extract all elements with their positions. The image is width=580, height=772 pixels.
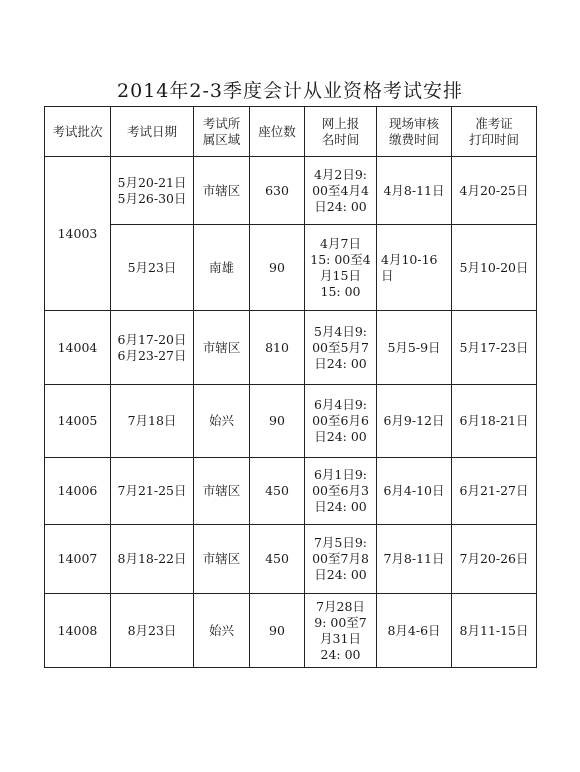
seats-cell: 450 [250, 525, 305, 594]
registration-time-cell: 5月4日9: 00至5月7 日24: 00 [305, 311, 377, 385]
registration-time-cell: 4月2日9: 00至4月4 日24: 00 [305, 157, 377, 225]
seats-cell: 810 [250, 311, 305, 385]
header-seats: 座位数 [250, 107, 305, 157]
seats-cell: 450 [250, 458, 305, 525]
batch-cell: 14004 [45, 311, 111, 385]
ticket-print-time-cell: 5月10-20日 [452, 225, 537, 311]
header-batch: 考试批次 [45, 107, 111, 157]
seats-cell: 90 [250, 594, 305, 668]
verification-time-cell: 8月4-6日 [377, 594, 452, 668]
exam-date-cell: 8月23日 [111, 594, 194, 668]
registration-time-cell: 4月7日 15: 00至4 月15日 15: 00 [305, 225, 377, 311]
batch-cell: 14003 [45, 157, 111, 311]
header-region: 考试所 属区域 [194, 107, 250, 157]
verification-time-cell: 4月8-11日 [377, 157, 452, 225]
verification-time-cell: 7月8-11日 [377, 525, 452, 594]
ticket-print-time-cell: 5月17-23日 [452, 311, 537, 385]
table-header-row [45, 107, 537, 157]
exam-date-cell: 6月17-20日 6月23-27日 [111, 311, 194, 385]
ticket-print-time-cell: 8月11-15日 [452, 594, 537, 668]
region-cell: 始兴 [194, 385, 250, 458]
table-row [45, 157, 537, 225]
batch-cell: 14006 [45, 458, 111, 525]
table-row [45, 385, 537, 458]
seats-cell: 90 [250, 225, 305, 311]
registration-time-cell: 7月5日9: 00至7月8 日24: 00 [305, 525, 377, 594]
verification-time-cell: 6月9-12日 [377, 385, 452, 458]
header-onsite-verification: 现场审核 缴费时间 [377, 107, 452, 157]
region-cell: 市辖区 [194, 525, 250, 594]
table-row [45, 225, 537, 311]
ticket-print-time-cell: 6月21-27日 [452, 458, 537, 525]
exam-date-cell: 7月18日 [111, 385, 194, 458]
registration-time-cell: 7月28日 9: 00至7 月31日 24: 00 [305, 594, 377, 668]
region-cell: 南雄 [194, 225, 250, 311]
ticket-print-time-cell: 7月20-26日 [452, 525, 537, 594]
table-row [45, 458, 537, 525]
table-row [45, 311, 537, 385]
verification-time-cell: 4月10-16 日 [377, 225, 452, 311]
region-cell: 始兴 [194, 594, 250, 668]
ticket-print-time-cell: 4月20-25日 [452, 157, 537, 225]
page-title: 2014年2-3季度会计从业资格考试安排 [117, 80, 463, 102]
exam-date-cell: 8月18-22日 [111, 525, 194, 594]
seats-cell: 90 [250, 385, 305, 458]
table-row [45, 525, 537, 594]
header-admission-ticket-print: 准考证 打印时间 [452, 107, 537, 157]
batch-cell: 14005 [45, 385, 111, 458]
registration-time-cell: 6月4日9: 00至6月6 日24: 00 [305, 385, 377, 458]
header-online-registration: 网上报 名时间 [305, 107, 377, 157]
batch-cell: 14008 [45, 594, 111, 668]
verification-time-cell: 5月5-9日 [377, 311, 452, 385]
exam-date-cell: 5月23日 [111, 225, 194, 311]
region-cell: 市辖区 [194, 311, 250, 385]
table-row [45, 594, 537, 668]
region-cell: 市辖区 [194, 458, 250, 525]
registration-time-cell: 6月1日9: 00至6月3 日24: 00 [305, 458, 377, 525]
seats-cell: 630 [250, 157, 305, 225]
exam-schedule-table [44, 106, 537, 668]
exam-date-cell: 5月20-21日 5月26-30日 [111, 157, 194, 225]
batch-cell: 14007 [45, 525, 111, 594]
ticket-print-time-cell: 6月18-21日 [452, 385, 537, 458]
verification-time-cell: 6月4-10日 [377, 458, 452, 525]
exam-date-cell: 7月21-25日 [111, 458, 194, 525]
region-cell: 市辖区 [194, 157, 250, 225]
header-exam-date: 考试日期 [111, 107, 194, 157]
